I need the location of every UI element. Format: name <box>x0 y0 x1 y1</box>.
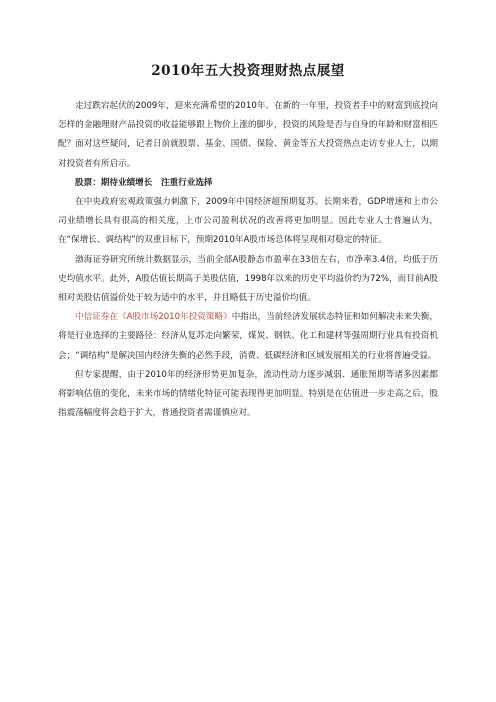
section-heading-stocks: 股票：期待业绩增长 注重行业选择 <box>75 177 213 188</box>
document-page <box>58 62 438 423</box>
stocks-paragraph-3 <box>58 308 438 366</box>
stocks-paragraph-3-text: 中指出，当前经济发展状态特征和如何解决未来失衡，将是行业选择的主要路径：经济从复苏走向繁荣，煤炭、钢铁、化工和建材等强周期行业具有投资机会；“调结构”是解决国内经济失衡的必然手段，消费、低碳经济和区域发展相关的行业将普遍受益。 <box>58 312 438 361</box>
stocks-paragraph-2: 渤海证券研究所统计数据显示，当前全部A股静态市盈率在33倍左右，市净率3.4倍，均低于历史均值水平。此外，A股估值长期高于美股估值，1998年以来的历史平均溢价约为72%，而目前A股相对美股估值溢价处于较为适中的水平，并且略低于历史溢价均值。 <box>58 254 438 304</box>
intro-paragraph: 走过跌宕起伏的2009年，迎来充满希望的2010年。在新的一年里，投资者手中的财富到底投向怎样的金融理财产品投资的收益能够跟上物价上涨的脚步，投资的风险是否与自身的年龄和财富相匹配？面对这些疑问，记者日前就股票、基金、国债、保险、黄金等五大投资热点走访专业人士，以期对投资者有所启示。 <box>58 101 438 169</box>
document-title: 2010年五大投资理财热点展望 <box>151 63 345 79</box>
citation-highlight: 中信证券在《A股市场2010年投资策略》 <box>75 312 232 323</box>
stocks-paragraph-1: 在中央政府宏观政策强力刺激下，2009年中国经济超预期复苏。长期来看，GDP增速和上市公司业绩增长具有很高的相关度，上市公司盈利状况的改善将更加明显。因此专业人士普遍认为，在“保增长、调结构”的双重目标下，预期2010年A股市场总体将呈现相对稳定的特征。 <box>58 197 438 246</box>
stocks-paragraph-4: 但专家提醒，由于2010年的经济形势更加复杂，流动性动力逐步减弱、通胀预期等诸多因素都将影响估值的变化，未来市场的情绪化特征可能表现得更加明显。特别是在估值进一步走高之后，股指震荡幅度将会趋于扩大，普通投资者需谨慎应对。 <box>58 369 438 419</box>
